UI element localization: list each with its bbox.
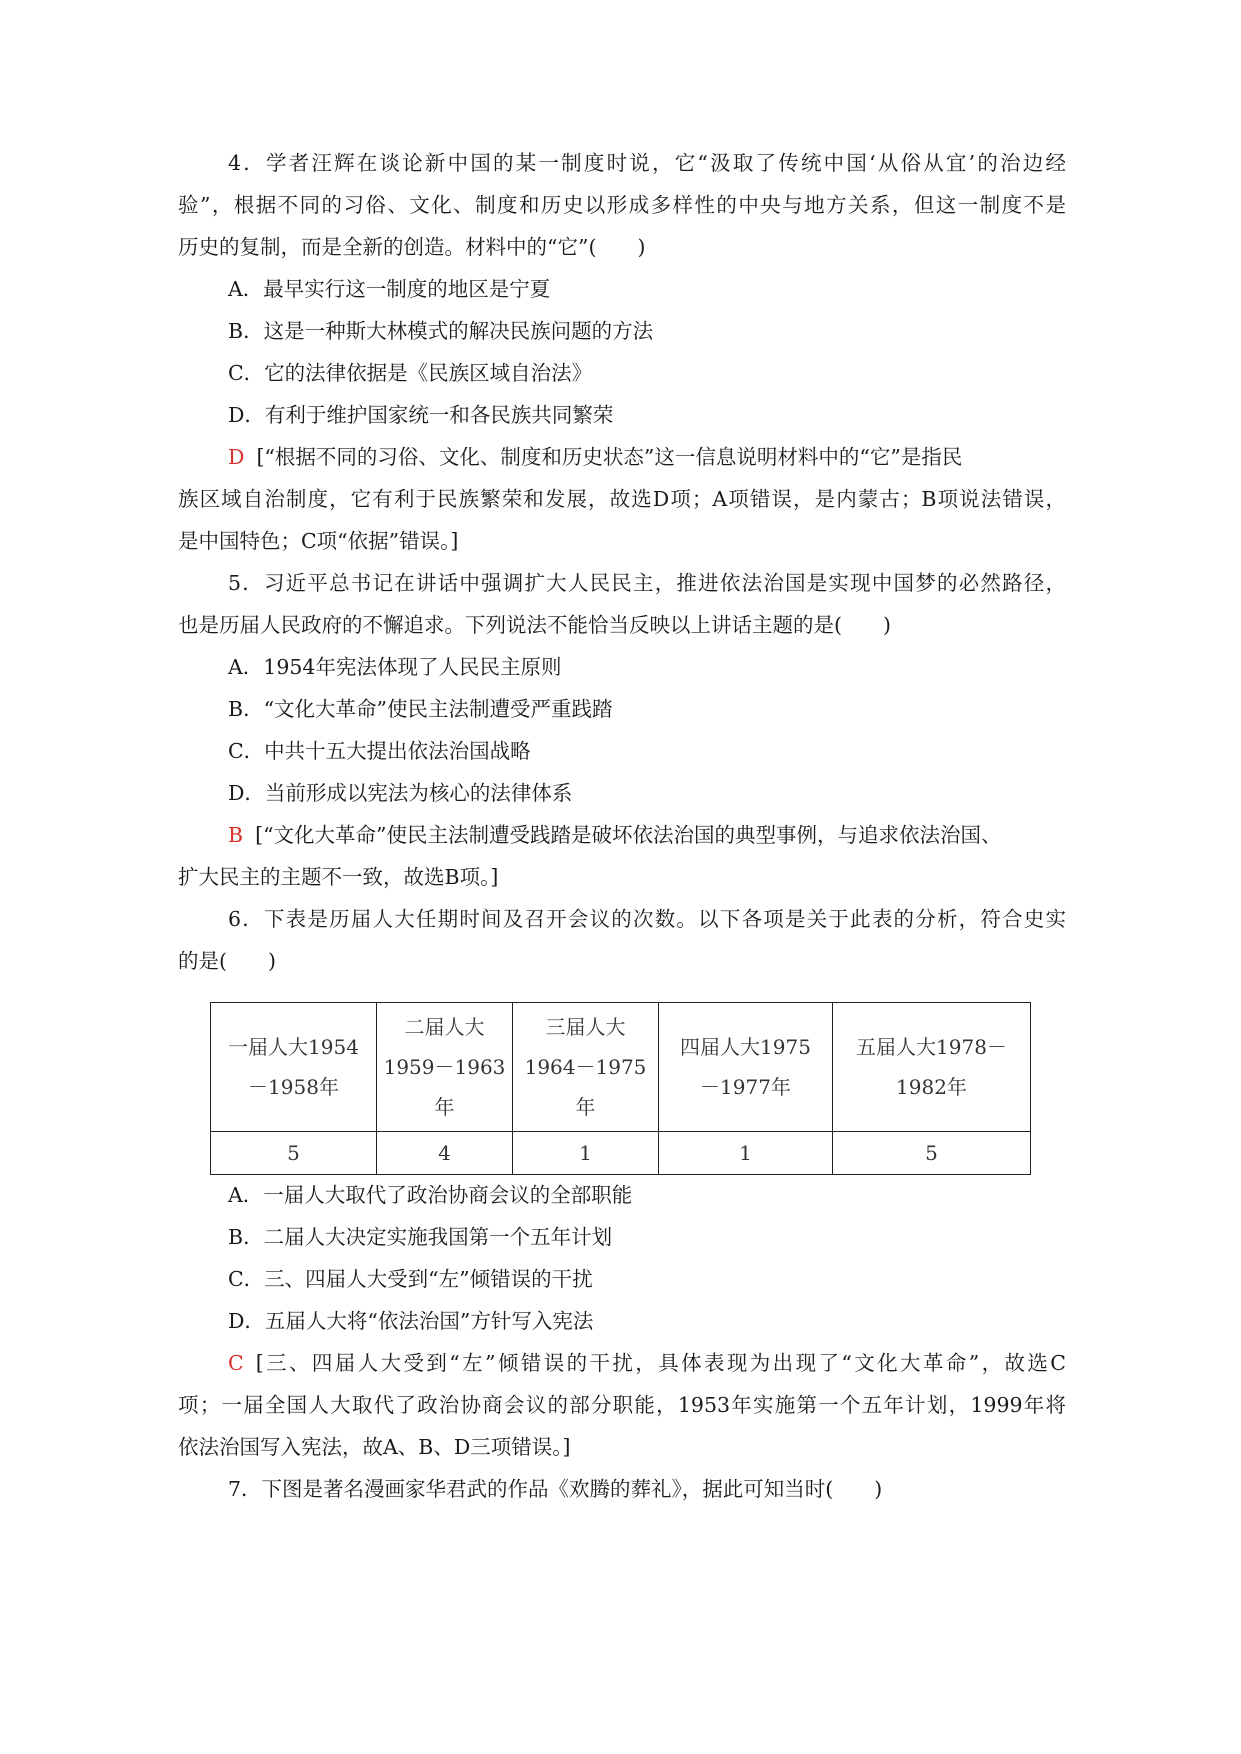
header-text: 1982年 bbox=[896, 1075, 967, 1099]
q6-stem-line-1: 6．下表是历届人大任期时间及召开会议的次数。以下各项是关于此表的分析，符合史实 bbox=[228, 907, 1066, 931]
q5-option-a: A．1954年宪法体现了人民民主原则 bbox=[228, 655, 562, 679]
header-text: －1958年 bbox=[248, 1075, 339, 1099]
table-cell: 4 bbox=[377, 1132, 513, 1175]
q5-explanation-text: [“文化大革命”使民主法制遭受践踏是破坏依法治国的典型事例，与追求依法治国、 bbox=[255, 823, 1002, 847]
q5-option-b: B．“文化大革命”使民主法制遭受严重践踏 bbox=[228, 697, 613, 721]
table-header-cell bbox=[513, 1003, 659, 1132]
header-text: 年 bbox=[575, 1095, 596, 1119]
q5-explanation-line-2: 扩大民主的主题不一致，故选B项。] bbox=[178, 865, 499, 889]
npc-sessions-table bbox=[210, 1002, 1031, 1175]
q6-option-b: B．二届人大决定实施我国第一个五年计划 bbox=[228, 1225, 613, 1249]
table-header-row bbox=[211, 1003, 1031, 1132]
q4-option-a: A．最早实行这一制度的地区是宁夏 bbox=[228, 277, 551, 301]
q4-answer: D bbox=[228, 445, 245, 469]
table-cell: 1 bbox=[659, 1132, 833, 1175]
q4-explanation-line-2: 族区域自治制度，它有利于民族繁荣和发展，故选D项；A项错误，是内蒙古；B项说法错误， bbox=[178, 487, 1066, 511]
table-cell: 5 bbox=[833, 1132, 1031, 1175]
table-row bbox=[211, 1132, 1031, 1175]
q4-explanation-line-3: 是中国特色；C项“依据”错误。] bbox=[178, 529, 459, 553]
q4-option-c: C．它的法律依据是《民族区域自治法》 bbox=[228, 361, 593, 385]
header-text: 三届人大 bbox=[545, 1015, 626, 1039]
table-cell: 5 bbox=[211, 1132, 377, 1175]
q6-explanation-line-1 bbox=[228, 1348, 1066, 1378]
q5-answer: B bbox=[228, 823, 244, 847]
q6-option-c: C．三、四届人大受到“左”倾错误的干扰 bbox=[228, 1267, 593, 1291]
q5-explanation-line-1 bbox=[228, 820, 1066, 850]
q4-option-d: D．有利于维护国家统一和各民族共同繁荣 bbox=[228, 403, 614, 427]
q4-explanation-text: [“根据不同的习俗、文化、制度和历史状态”这一信息说明材料中的“它”是指民 bbox=[256, 445, 963, 469]
q6-stem-line-2: 的是( ) bbox=[178, 949, 276, 973]
q4-explanation-line-1 bbox=[228, 442, 1066, 472]
table-cell: 1 bbox=[513, 1132, 659, 1175]
q5-option-c: C．中共十五大提出依法治国战略 bbox=[228, 739, 531, 763]
q4-stem-line-1: 4．学者汪辉在谈论新中国的某一制度时说，它“汲取了传统中国‘从俗从宜’的治边经 bbox=[228, 151, 1066, 175]
table-header-cell bbox=[833, 1003, 1031, 1132]
header-text: 1964－1975 bbox=[524, 1055, 647, 1079]
table-header-cell bbox=[211, 1003, 377, 1132]
q6-option-d: D．五届人大将“依法治国”方针写入宪法 bbox=[228, 1309, 594, 1333]
q4-option-b: B．这是一种斯大林模式的解决民族问题的方法 bbox=[228, 319, 654, 343]
header-text: 1959－1963 bbox=[383, 1055, 506, 1079]
q6-explanation-text: [三、四届人大受到“左”倾错误的干扰，具体表现为出现了“文化大革命”，故选C bbox=[255, 1351, 1066, 1375]
header-text: 四届人大1975 bbox=[680, 1035, 811, 1059]
q5-option-d: D．当前形成以宪法为核心的法律体系 bbox=[228, 781, 573, 805]
q4-stem-line-2: 验”，根据不同的习俗、文化、制度和历史以形成多样性的中央与地方关系，但这一制度不是 bbox=[178, 193, 1066, 217]
q7-stem-line-1: 7．下图是著名漫画家华君武的作品《欢腾的葬礼》，据此可知当时( ) bbox=[228, 1477, 883, 1501]
q6-explanation-line-2: 项；一届全国人大取代了政治协商会议的部分职能，1953年实施第一个五年计划，1999年将 bbox=[178, 1393, 1066, 1417]
table-header-cell bbox=[659, 1003, 833, 1132]
q5-stem-line-1: 5．习近平总书记在讲话中强调扩大人民民主，推进依法治国是实现中国梦的必然路径， bbox=[228, 571, 1066, 595]
q6-explanation-line-3: 依法治国写入宪法，故A、B、D三项错误。] bbox=[178, 1435, 571, 1459]
table-header-cell bbox=[377, 1003, 513, 1132]
q6-answer: C bbox=[228, 1351, 244, 1375]
header-text: 一届人大1954 bbox=[228, 1035, 359, 1059]
q5-stem-line-2: 也是历届人民政府的不懈追求。下列说法不能恰当反映以上讲话主题的是( ) bbox=[178, 613, 891, 637]
header-text: －1977年 bbox=[700, 1075, 791, 1099]
q6-option-a: A．一届人大取代了政治协商会议的全部职能 bbox=[228, 1183, 633, 1207]
header-text: 二届人大 bbox=[404, 1015, 485, 1039]
header-text: 年 bbox=[434, 1095, 455, 1119]
q4-stem-line-3: 历史的复制，而是全新的创造。材料中的“它”( ) bbox=[178, 235, 646, 259]
header-text: 五届人大1978－ bbox=[856, 1035, 1007, 1059]
